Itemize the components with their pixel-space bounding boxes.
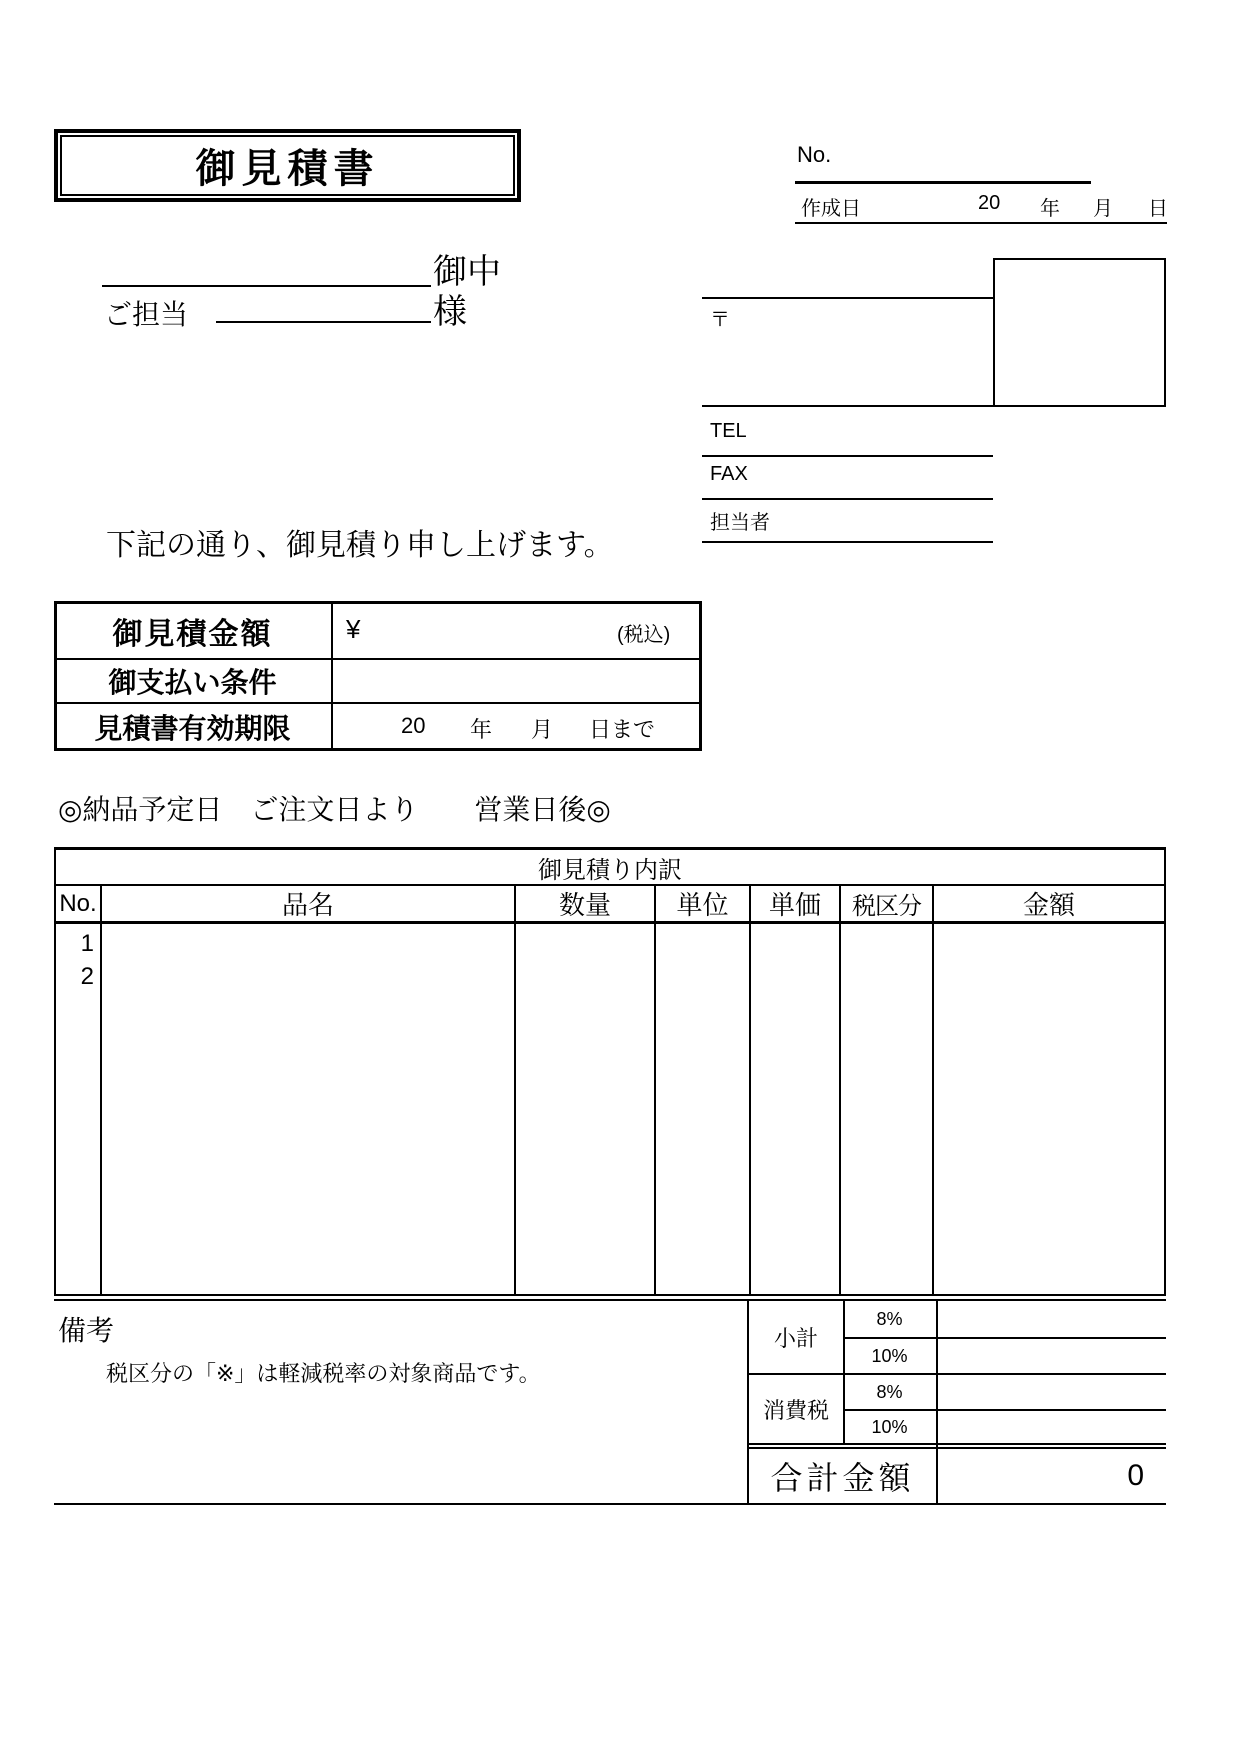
- items-col-line-4: [749, 884, 751, 1296]
- items-col-line-2: [514, 884, 516, 1296]
- items-header-amount: 金額: [1022, 890, 1075, 920]
- validity-day-until: 日まで: [589, 717, 656, 742]
- validity-month-unit: 月: [531, 717, 554, 742]
- items-col-line-3: [654, 884, 656, 1296]
- items-col-line-5: [839, 884, 841, 1296]
- form-bottom-rule: [54, 1503, 1166, 1505]
- items-col-line-1: [100, 884, 102, 1296]
- delivery-note: ◎納品予定日 ご注文日より 営業日後◎: [58, 794, 611, 825]
- estimate-amount-label: 御見積金額: [112, 617, 273, 651]
- validity-year-prefix: 20: [401, 713, 426, 738]
- no-label: No.: [797, 142, 832, 167]
- recipient-contact-line: [216, 321, 431, 323]
- consumption-tax-label: 消費税: [762, 1397, 829, 1423]
- currency-symbol: ¥: [346, 614, 361, 644]
- items-header-quantity: 数量: [558, 890, 611, 920]
- recipient-company-suffix: 御中: [433, 253, 501, 291]
- created-date-year-prefix: 20: [978, 192, 1001, 214]
- totals-double-line-a: [747, 1443, 1166, 1445]
- created-date-month-unit: 月: [1093, 198, 1113, 220]
- issuer-person-label: 担当者: [710, 512, 770, 534]
- recipient-company-line: [102, 285, 431, 287]
- no-field-line: [795, 181, 1091, 184]
- issuer-person-line: [702, 541, 993, 543]
- quotation-title: 御見積書: [60, 135, 515, 196]
- recipient-contact-label: ご担当: [104, 299, 189, 330]
- created-date-line: [795, 222, 1167, 224]
- remarks-note: 税区分の「※」は軽減税率の対象商品です。: [106, 1361, 541, 1386]
- fax-line: [702, 498, 993, 500]
- subtotal-rate-8: 8%: [876, 1308, 903, 1329]
- items-header-unit: 単位: [676, 890, 729, 920]
- tel-label: TEL: [710, 420, 747, 442]
- quotation-title-box: [54, 129, 521, 202]
- payment-terms-value: [333, 660, 702, 702]
- recipient-person-suffix: 様: [433, 293, 467, 331]
- items-col-line-6: [932, 884, 934, 1296]
- created-date-day-unit: 日: [1148, 198, 1168, 220]
- tax-rate-8: 8%: [876, 1381, 903, 1402]
- item-row-number-2: 2: [80, 963, 94, 990]
- items-header-no: No.: [59, 889, 97, 917]
- grand-total-label: 合計金額: [770, 1460, 915, 1496]
- created-date-year-unit: 年: [1040, 198, 1060, 220]
- validity-label: 見積書有効期限: [94, 712, 291, 744]
- items-header-product: 品名: [281, 890, 334, 920]
- postal-mark: 〒: [710, 309, 730, 331]
- issuer-address-line: [702, 405, 1166, 407]
- fax-label: FAX: [710, 463, 748, 485]
- company-stamp-box: [993, 258, 1166, 407]
- items-border-right: [1164, 847, 1166, 1296]
- subtotal-rate-10: 10%: [871, 1345, 908, 1366]
- payment-terms-label: 御支払い条件: [108, 667, 277, 698]
- items-header-unit-price: 単価: [768, 890, 821, 920]
- items-header-tax-class: 税区分: [852, 893, 921, 920]
- tel-line: [702, 455, 993, 457]
- items-bottom-double-line-a: [54, 1294, 1166, 1296]
- issuer-postal-line: [702, 297, 993, 299]
- grand-total-value: 0: [1127, 1459, 1144, 1492]
- items-table-title: 御見積り内訳: [538, 856, 682, 884]
- subtotal-label: 小計: [773, 1325, 818, 1351]
- remarks-label: 備考: [58, 1315, 115, 1346]
- item-row-number-1: 1: [80, 930, 94, 957]
- tax-rate-10: 10%: [871, 1416, 908, 1437]
- created-date-label: 作成日: [801, 198, 861, 220]
- greeting-text: 下記の通り、御見積り申し上げます。: [106, 529, 614, 562]
- items-bottom-double-line-b: [54, 1299, 1166, 1301]
- validity-year-unit: 年: [470, 717, 493, 742]
- tax-included-note: (税込): [617, 624, 671, 646]
